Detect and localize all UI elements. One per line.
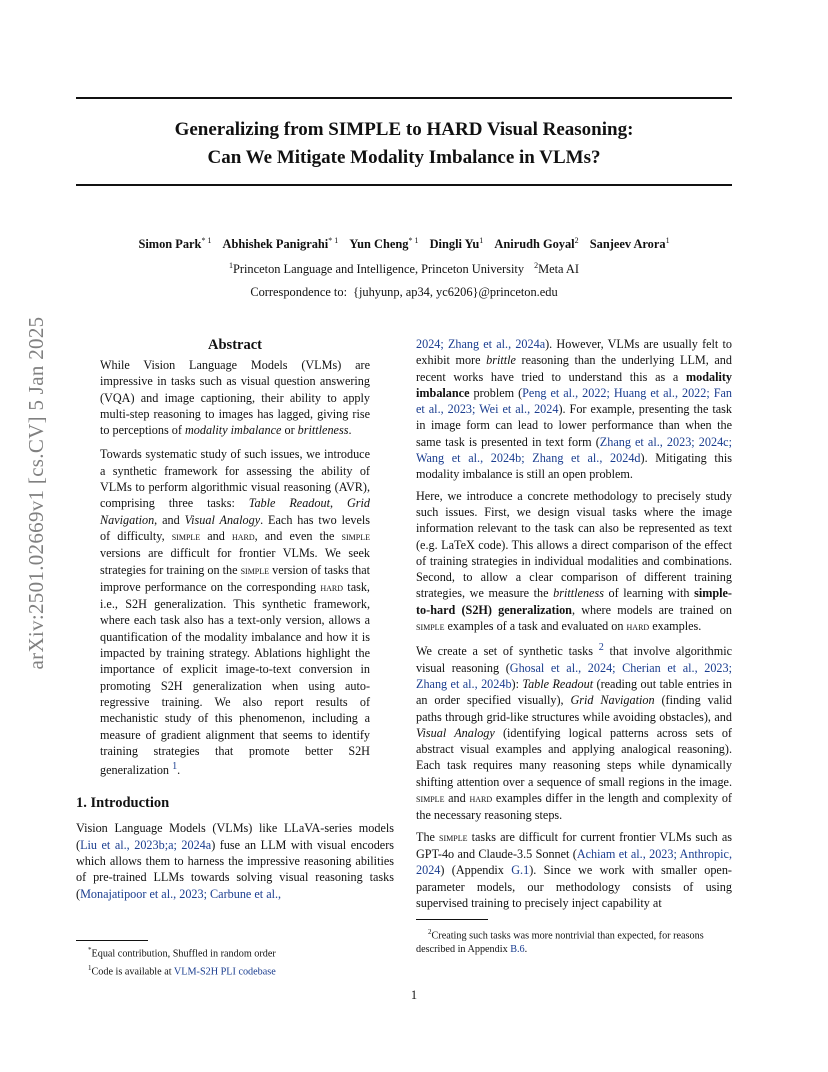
correspondence-email[interactable]: {juhyunp, ap34, yc6206}@princeton.edu: [353, 285, 558, 299]
footnote-ref-2[interactable]: 2: [598, 642, 604, 654]
author: Abhishek Panigrahi$^{* 1}$: [222, 236, 339, 252]
author: Simon Park$^{* 1}$: [138, 236, 212, 252]
introduction-paragraph-1: Vision Language Models (VLMs) like LLaVA-series models (Liu et al., 2023b;a; 2024a) fuse an LLM with visual encoders which allows them to harness the impressive reasoning abilities of pre-trained LLMs towards solving visual reasoning tasks (Monajatipoor et al., 2023; Carbune et al.,: [76, 821, 395, 901]
author-list: [76, 236, 732, 252]
right-paragraph-1: 2024; Zhang et al., 2024a). However, VLMs are usually felt to exhibit more brittle reasoning than the underlying LLM, and recent works have tried to understand this as a modality imbalance problem (Peng et al., 2022; Huang et al., 2022; Fan et al., 2023; Wei et al., 2024). For example, presenting the task in image form can lead to lower performance than when the same task is presented in text form (Zhang et al., 2023; 2024c; Wang et al., 2024b; Zhang et al., 2024d). Mitigating this modality imbalance is still an open problem.: [416, 337, 733, 482]
footnote-equal-contribution: *Equal contribution, Shuffled in random order: [88, 946, 276, 960]
title-line-2: Can We Mitigate Modality Imbalance in VLMs?: [207, 147, 601, 168]
citation-link[interactable]: Zhang et al., 2023; 2024c; Wang et al., 2024b; Zhang et al., 2024d: [416, 434, 732, 466]
citation-link[interactable]: Liu et al., 2023b;a; 2024a: [80, 837, 212, 852]
right-column: [416, 336, 732, 916]
citation-link[interactable]: Peng et al., 2022; Huang et al., 2022; Fan et al., 2023; Wei et al., 2024: [416, 385, 732, 417]
affiliations: $^1$Princeton Language and Intelligence, Princeton University $^2$Meta AI: [228, 261, 580, 277]
appendix-link[interactable]: B.6: [510, 944, 525, 956]
introduction-heading: 1. Introduction: [76, 795, 170, 812]
arxiv-stamp: arXiv:2501.02669v1 [cs.CV] 5 Jan 2025: [24, 316, 48, 670]
affiliation-1: Princeton Language and Intelligence, Princeton University: [232, 262, 525, 277]
author: Dingli Yu$^1$: [429, 236, 484, 252]
abstract-heading: Abstract: [208, 337, 262, 353]
citation-link[interactable]: 2024; Zhang et al., 2024a: [416, 337, 546, 351]
right-paragraph-3: We create a set of synthetic tasks $^2$ that involve algorithmic visual reasoning (Ghosal et al., 2024; Cherian et al., 2023; Zhang et al., 2024b): Table Readout (reading out table entries in an order specified visually), Grid Navigation (finding valid paths through grid-like structures while avoiding obstacles), and Visual Analogy (identifying logical patterns across sets of abstract visual examples and applying analogical reasoning). Each task requires many reasoning steps while dynamically shifting attention over a sequence of small regions in the image. simple and hard examples differ in the length and complexity of the necessary reasoning steps.: [416, 642, 733, 823]
title-line-1: Generalizing from SIMPLE to HARD Visual Reasoning:: [174, 119, 634, 140]
abstract-paragraph-2: Towards systematic study of such issues, we introduce a synthetic framework for assessing the ability of VLMs to perform algorithmic visual reasoning (AVR), comprising three tasks: Table Readout, Grid Navigation, and Visual Analogy. Each has two levels of difficulty, simple and hard, and even the simple versions are difficult for frontier VLMs. We seek strategies for training on the simple version of tasks that improve performance on the corresponding hard task, i.e., S2H generalization. This synthetic framework, where each task also has a text-only version, allows a quantification of the modality imbalance and how it is impacted by training strategy. Ablations highlight the importance of explicit image-to-text conversion in promoting S2H generalization when using auto-regressive training. We also report results of mechanistic study of this phenomenon, including a measure of gradient alignment that seems to identify training strategies that promote better S2H generalization $^1$.: [100, 447, 371, 778]
author: Sanjeev Arora$^1$: [589, 236, 670, 252]
left-column: [76, 336, 394, 907]
affiliation-2: Meta AI: [538, 262, 580, 277]
abstract-paragraph-1: While Vision Language Models (VLMs) are impressive in tasks such as visual question answering (VQA) and image captioning, their ability to apply multi-step reasoning to images has lagged, giving rise to perceptions of modality imbalance or brittleness.: [100, 358, 370, 438]
title-rule-top: [76, 97, 732, 99]
codebase-link[interactable]: VLM-S2H PLI codebase: [173, 966, 276, 978]
citation-link[interactable]: Monajatipoor et al., 2023; Carbune et al.,: [80, 886, 282, 901]
author: Yun Cheng$^{* 1}$: [349, 236, 419, 252]
title-rule-bottom: [76, 184, 732, 186]
footnote-code: $^1$Code is available at VLM-S2H PLI codebase: [88, 964, 276, 978]
footnote-rule-left: [76, 940, 148, 941]
citation-link[interactable]: Achiam et al., 2023; Anthropic, 2024: [416, 846, 732, 878]
appendix-link[interactable]: G.1: [511, 863, 530, 878]
correspondence: [76, 285, 732, 300]
correspondence-label: Correspondence to:: [250, 285, 348, 299]
citation-link[interactable]: Ghosal et al., 2024; Cherian et al., 2023; Zhang et al., 2024b: [416, 660, 732, 691]
footnotes-left: [88, 943, 394, 980]
page-number: 1: [410, 988, 418, 1002]
right-paragraph-4: The simple tasks are difficult for current frontier VLMs such as GPT-4o and Claude-3.5 Sonnet (Achiam et al., 2023; Anthropic, 2024) (Appendix G.1). Since we work with smaller open-parameter models, our methodology consists of using supervised training to precisely inject capability at: [416, 829, 732, 910]
author: Anirudh Goyal$^2$: [494, 236, 579, 252]
right-paragraph-2: Here, we introduce a concrete methodology to precisely study such issues. First, we design visual tasks where the image information relevant to the task can also be represented as text (e.g. LaTeX code). This allows a direct comparison of the effect of training strategies in individual modalities and combinations. Second, to allow a clear comparison of different training strategies, we measure the brittleness of learning with simple-to-hard (S2H) generalization, where models are trained on simple examples of a task and evaluated on hard examples.: [416, 488, 732, 634]
footnote-rule-right: [416, 919, 488, 920]
footnote-tasks: $^2$Creating such tasks was more nontrivial than expected, for reasons described in Appendix B.6.: [416, 928, 704, 956]
paper-title: [76, 116, 732, 172]
footnote-ref-1[interactable]: 1: [172, 761, 178, 773]
